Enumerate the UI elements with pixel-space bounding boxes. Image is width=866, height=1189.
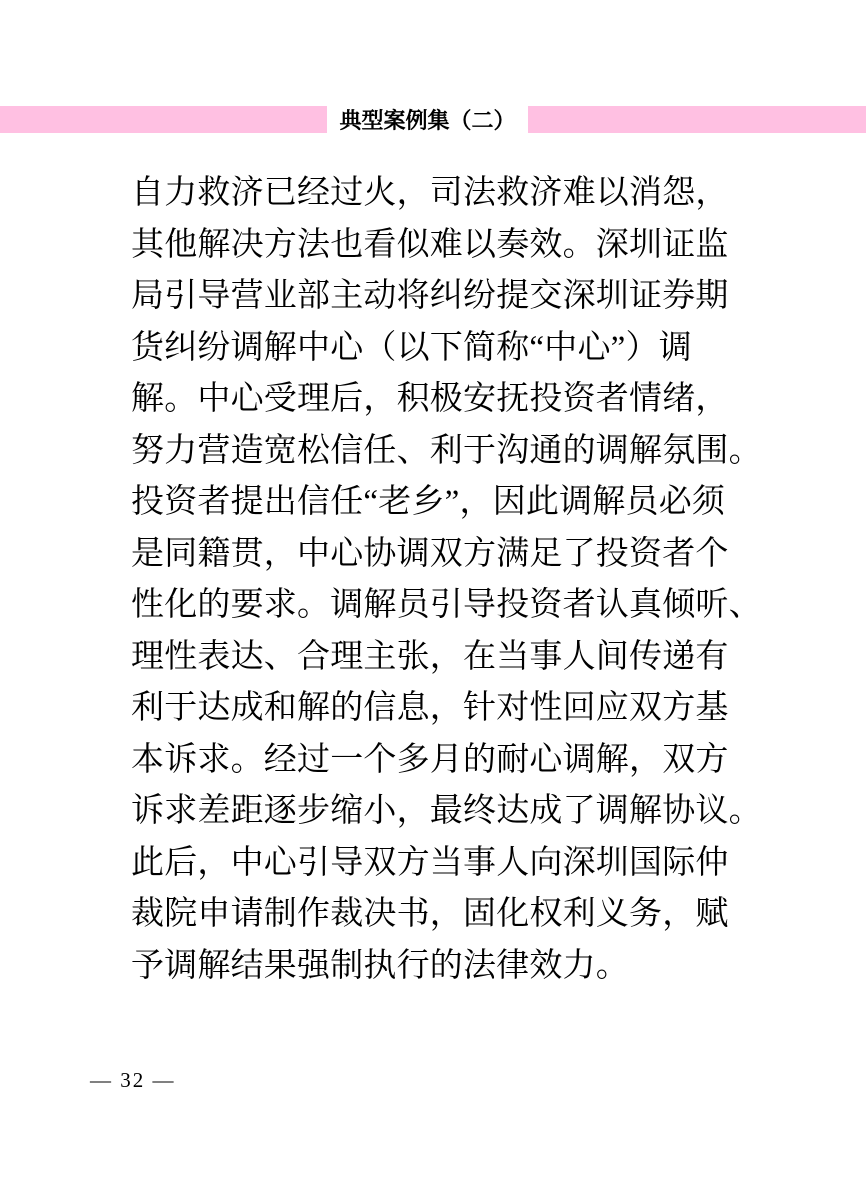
paragraph-line: 理性表达、合理主张，在当事人间传递有 — [131, 638, 729, 675]
paragraph-line: 裁院申请制作裁决书，固化权利义务，赋 — [131, 896, 729, 932]
paragraph-line: 投资者提出信任“老乡”，因此调解员必须 — [131, 484, 726, 520]
paragraph-line: 自力救济已经过火，司法救济难以消怨， — [131, 175, 729, 211]
page-header — [0, 106, 866, 133]
paragraph-line: 予调解结果强制执行的法律效力。 — [131, 947, 629, 984]
header-rule-left — [0, 106, 327, 133]
paragraph-line: 利于达成和解的信息，针对性回应双方基 — [131, 690, 729, 726]
body-paragraph — [131, 168, 762, 992]
paragraph-line: 其他解决方法也看似难以奏效。深圳证监 — [131, 226, 729, 263]
paragraph-line: 局引导营业部主动将纠纷提交深圳证券期 — [131, 278, 729, 314]
page-number: — 32 — — [90, 1068, 176, 1092]
paragraph-line: 解。中心受理后，积极安抚投资者情绪， — [131, 381, 729, 417]
paragraph-line: 是同籍贯，中心协调双方满足了投资者个 — [131, 535, 729, 572]
header-rule-right — [528, 106, 866, 133]
paragraph-line: 此后，中心引导双方当事人向深圳国际仲 — [131, 844, 729, 881]
paragraph-line: 努力营造宽松信任、利于沟通的调解氛围。 — [131, 432, 762, 469]
paragraph-line: 性化的要求。调解员引导投资者认真倾听、 — [131, 587, 762, 623]
paragraph-line: 诉求差距逐步缩小，最终达成了调解协议。 — [131, 793, 762, 829]
paragraph-line: 本诉求。经过一个多月的耐心调解，双方 — [131, 741, 729, 778]
paragraph-line: 货纠纷调解中心（以下简称“中心”）调 — [131, 329, 692, 366]
running-title: 典型案例集（二） — [339, 108, 516, 133]
